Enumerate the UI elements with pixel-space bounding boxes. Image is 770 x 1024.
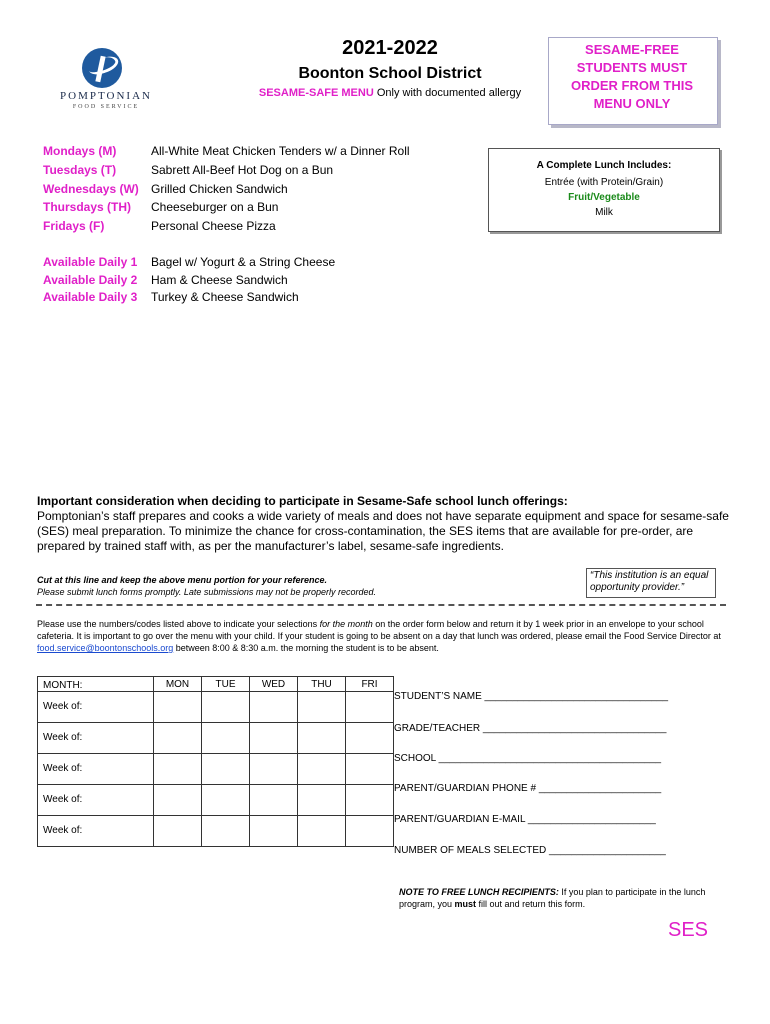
daily-item: Bagel w/ Yogurt & a String Cheese	[151, 255, 336, 269]
order-cell[interactable]	[298, 816, 346, 847]
menu-item: Sabrett All-Beef Hot Dog on a Bun	[151, 163, 334, 177]
complete-lunch-milk: Milk	[595, 207, 613, 218]
order-cell[interactable]	[298, 785, 346, 816]
note-label: NOTE TO FREE LUNCH RECIPIENTS:	[399, 887, 559, 897]
school-field[interactable]: SCHOOL ________________________________________	[394, 753, 662, 764]
order-cell[interactable]	[298, 723, 346, 754]
header-wed: WED	[250, 677, 298, 692]
menu-item: All-White Meat Chicken Tenders w/ a Dinner Roll	[151, 144, 410, 158]
free-lunch-note	[399, 886, 729, 910]
week-label: Week of:	[38, 754, 154, 785]
cut-instruction: Cut at this line and keep the above menu portion for your reference.	[37, 575, 328, 585]
note-text: fill out and return this form.	[476, 899, 586, 909]
order-cell[interactable]	[346, 723, 394, 754]
week-label: Week of:	[38, 816, 154, 847]
daily-item: Turkey & Cheese Sandwich	[151, 290, 299, 304]
student-name-field[interactable]: STUDENT’S NAME _________________________________	[394, 691, 669, 702]
header-thu: THU	[298, 677, 346, 692]
menu-note: Only with documented allergy	[373, 87, 522, 99]
logo-subtitle: FOOD SERVICE	[72, 104, 140, 110]
parent-email-field[interactable]: PARENT/GUARDIAN E-MAIL _______________________	[394, 814, 656, 825]
daily-label: Available Daily 2	[43, 273, 138, 287]
menu-item: Personal Cheese Pizza	[151, 219, 276, 233]
order-cell[interactable]	[202, 816, 250, 847]
order-cell[interactable]	[346, 785, 394, 816]
menu-subtitle	[200, 87, 580, 99]
week-label: Week of:	[38, 692, 154, 723]
order-cell[interactable]	[250, 785, 298, 816]
order-instructions	[37, 618, 737, 654]
consideration-title: Important consideration when deciding to participate in Sesame-Safe school lunch offerings:	[37, 494, 568, 508]
instructions-text: on the order form below and return it by 1 week prior in an envelope to your school cafeteria. It is important to go over the menu with your child. If your student is going to be absent on a day that lunch was ordered, please email the Food Service Director at	[37, 619, 721, 641]
daily-label: Available Daily 1	[43, 255, 138, 269]
submit-instruction: Please submit lunch forms promptly. Late submissions may not be properly recorded.	[37, 587, 376, 597]
sesame-notice: SESAME-FREE STUDENTS MUST ORDER FROM THIS MENU ONLY	[570, 42, 694, 111]
complete-lunch-entree: Entrée (with Protein/Grain)	[544, 177, 664, 188]
order-cell[interactable]	[346, 692, 394, 723]
order-cell[interactable]	[250, 754, 298, 785]
cut-line	[36, 604, 726, 606]
district-title: Boonton School District	[298, 65, 482, 82]
order-cell[interactable]	[346, 816, 394, 847]
instructions-text: between 8:00 & 8:30 a.m. the morning the student is to be absent.	[173, 643, 439, 653]
order-cell[interactable]	[202, 754, 250, 785]
order-cell[interactable]	[298, 754, 346, 785]
order-cell[interactable]	[202, 692, 250, 723]
header-fri: FRI	[346, 677, 394, 692]
complete-lunch-fruit: Fruit/Vegetable	[568, 192, 640, 203]
parent-phone-field[interactable]: PARENT/GUARDIAN PHONE # ______________________	[394, 783, 662, 794]
food-service-email-link[interactable]: food.service@boontonschools.org	[37, 643, 174, 653]
week-label: Week of:	[38, 785, 154, 816]
menu-item: Cheeseburger on a Bun	[151, 200, 279, 214]
menu-day: Fridays (F)	[43, 219, 105, 233]
order-cell[interactable]	[154, 785, 202, 816]
ses-mark: SES	[668, 919, 709, 941]
daily-item: Ham & Cheese Sandwich	[151, 273, 288, 287]
order-table	[37, 676, 394, 847]
week-label: Week of:	[38, 723, 154, 754]
month-label: MONTH:	[38, 677, 154, 692]
equal-opportunity-text: “This institution is an equal opportunity provider.”	[590, 570, 709, 593]
order-cell[interactable]	[154, 754, 202, 785]
menu-item: Grilled Chicken Sandwich	[151, 182, 288, 196]
header-tue: TUE	[202, 677, 250, 692]
order-cell[interactable]	[202, 785, 250, 816]
order-cell[interactable]	[250, 692, 298, 723]
complete-lunch-title: A Complete Lunch Includes:	[536, 160, 672, 171]
order-cell[interactable]	[250, 816, 298, 847]
header-mon: MON	[154, 677, 202, 692]
order-cell[interactable]	[154, 692, 202, 723]
instructions-emphasis: for the month	[319, 619, 373, 629]
menu-day: Tuesdays (T)	[43, 163, 117, 177]
school-year: 2021-2022	[342, 37, 438, 59]
grade-teacher-field[interactable]: GRADE/TEACHER _________________________________	[394, 723, 667, 734]
meals-selected-field[interactable]: NUMBER OF MEALS SELECTED _____________________	[394, 845, 666, 856]
instructions-text: Please use the numbers/codes listed above to indicate your selections	[37, 619, 320, 629]
menu-day: Wednesdays (W)	[43, 182, 139, 196]
menu-day: Mondays (M)	[43, 144, 117, 158]
order-cell[interactable]	[202, 723, 250, 754]
order-cell[interactable]	[154, 816, 202, 847]
menu-day: Thursdays (TH)	[43, 200, 132, 214]
note-must: must	[454, 899, 477, 909]
note-text: If you plan to participate in the lunch program, you	[399, 887, 706, 909]
order-cell[interactable]	[250, 723, 298, 754]
order-cell[interactable]	[298, 692, 346, 723]
order-cell[interactable]	[346, 754, 394, 785]
daily-label: Available Daily 3	[43, 290, 138, 304]
menu-label: SESAME-SAFE MENU	[258, 87, 374, 99]
logo-name: POMPTONIAN	[60, 90, 152, 102]
order-cell[interactable]	[154, 723, 202, 754]
consideration-body: Pomptonian’s staff prepares and cooks a wide variety of meals and does not have separate equipment and space for sesame-safe (SES) meal preparation. To minimize the chance for cross-contamination, the SES items that are available for pre-order, are prepared by trained staff with, as per the manufacturer’s label, sesame-safe ingredients.	[37, 509, 729, 553]
